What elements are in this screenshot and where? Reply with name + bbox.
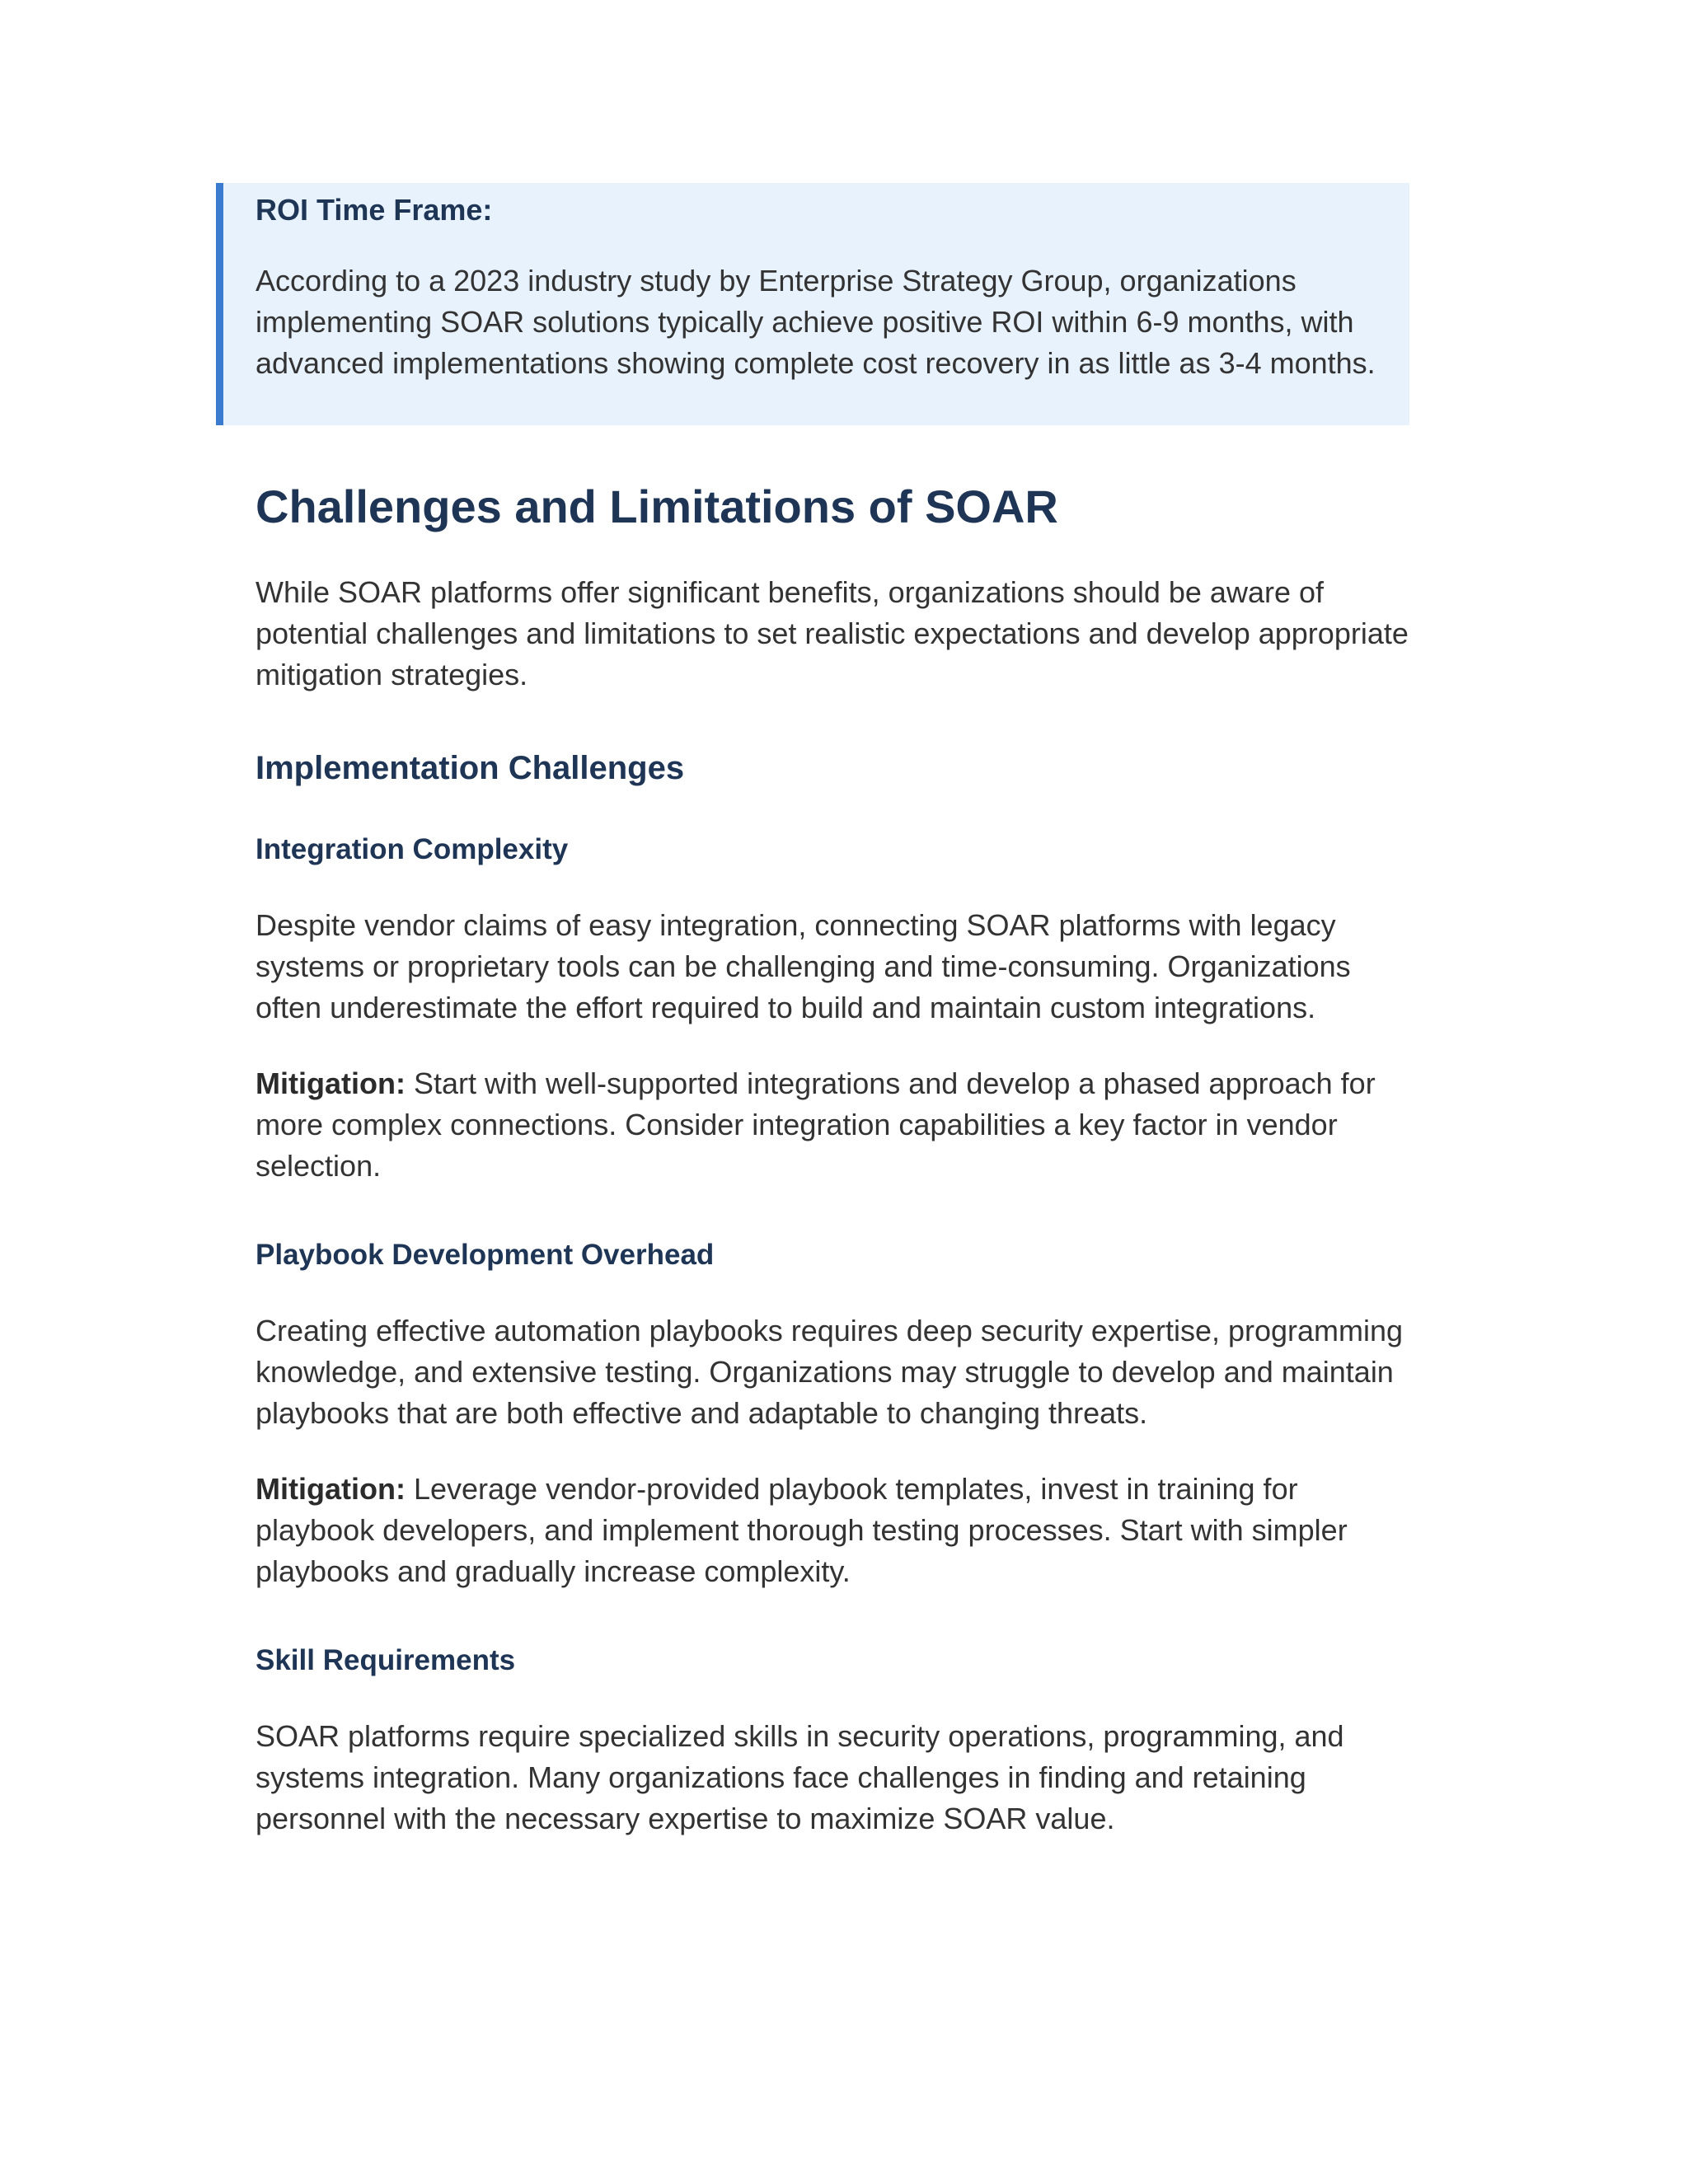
mitigation-label: Mitigation: [256, 1472, 406, 1506]
challenge-body: Despite vendor claims of easy integration, connecting SOAR platforms with legacy systems or proprietary tools can be challenging and time-consuming. Organizations often underestimate the effort required to build and maintain custom integrations. [256, 908, 1351, 1024]
roi-callout-box [216, 183, 1409, 425]
section-heading: Challenges and Limitations of SOAR [256, 480, 1058, 532]
callout-title: ROI Time Frame: [256, 193, 493, 227]
challenge-title: Integration Complexity [256, 833, 569, 865]
challenge-body: SOAR platforms require specialized skills in security operations, programming, and systems integration. Many organizations face challenges in finding and retaining personnel with the necessary expertise to maximize SOAR value. [256, 1719, 1344, 1835]
mitigation-text: Leverage vendor-provided playbook templates, invest in training for playbook developers, and implement thorough testing processes. Start with simpler playbooks and gradually increase complexity. [256, 1472, 1348, 1588]
callout-text: According to a 2023 industry study by Enterprise Strategy Group, organizations implementing SOAR solutions typically achieve positive ROI within 6-9 months, with advanced implementations showing complete cost recovery in as little as 3-4 months. [256, 264, 1376, 380]
section-intro: While SOAR platforms offer significant benefits, organizations should be aware of potential challenges and limitations to set realistic expectations and develop appropriate mitigation strategies. [256, 575, 1409, 691]
page-content [256, 183, 1409, 1874]
mitigation-label: Mitigation: [256, 1066, 406, 1100]
challenge-title: Playbook Development Overhead [256, 1239, 715, 1271]
mitigation-text: Start with well-supported integrations and develop a phased approach for more complex connections. Consider integration capabilities a key factor in vendor selection. [256, 1066, 1376, 1183]
mitigation-paragraph [256, 1469, 1409, 1592]
challenge-body: Creating effective automation playbooks requires deep security expertise, programming knowledge, and extensive testing. Organizations may struggle to develop and maintain playbooks that are both effective and adaptable to changing threats. [256, 1314, 1404, 1430]
mitigation-paragraph [256, 1063, 1409, 1187]
challenge-item-integration [256, 829, 1409, 1187]
subsection-heading: Implementation Challenges [256, 750, 685, 786]
challenge-title: Skill Requirements [256, 1644, 516, 1676]
challenge-item-skills [256, 1640, 1409, 1840]
challenge-item-playbook [256, 1235, 1409, 1592]
